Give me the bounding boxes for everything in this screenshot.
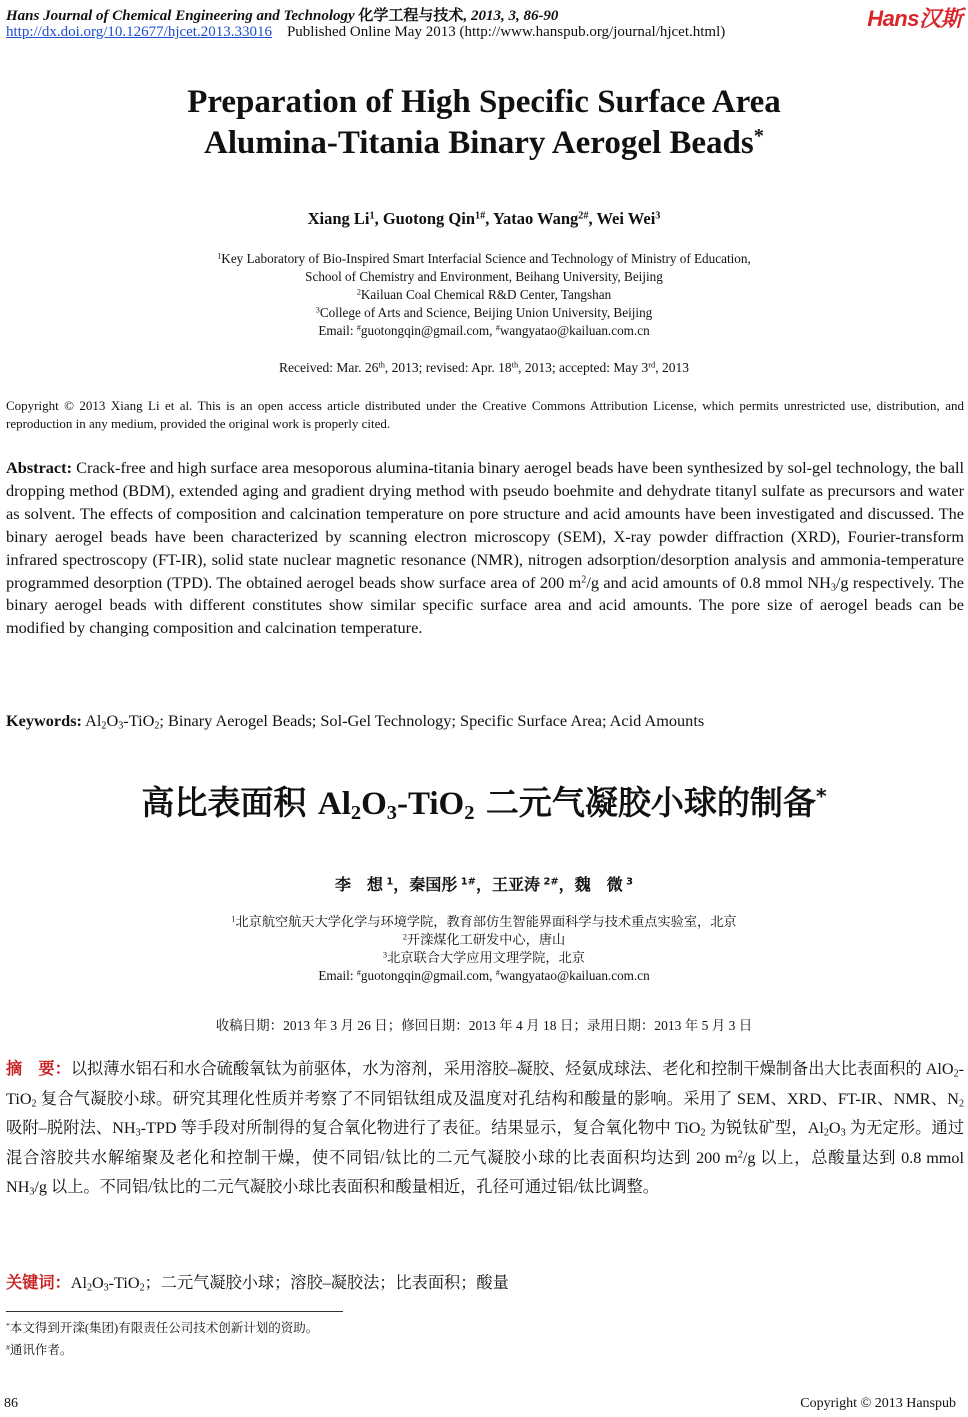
author-affil-mark: 1# [457, 876, 476, 888]
keywords-cn [6, 1269, 964, 1293]
affil-text: 北京联合大学应用文理学院，北京 [387, 950, 585, 965]
doi-line [6, 24, 725, 41]
ordinal: rd [648, 360, 656, 370]
revised-text: , 2013; revised: Apr. 18 [384, 360, 512, 375]
affiliation-cn-2 [0, 931, 968, 949]
keyword-formula: O [106, 711, 119, 730]
subscript: 2 [958, 1098, 964, 1110]
affil-number: 3 [315, 305, 320, 315]
email-address[interactable]: guotongqin@gmail.com [360, 323, 490, 338]
footnote-text: 本文得到开滦(集团)有限责任公司技术创新计划的资助。 [9, 1321, 319, 1335]
affiliations-cn [0, 913, 968, 985]
author-name: 魏 微 [574, 875, 623, 894]
author-separator: , [588, 209, 597, 228]
email-address[interactable]: guotongqin@gmail.com [360, 968, 490, 983]
journal-header [6, 4, 558, 25]
received-dates-cn: 收稿日期：2013 年 3 月 26 日；修回日期：2013 年 4 月 18 日；录用日期：2013 年 5 月 3 日 [215, 1018, 753, 1033]
abstract-cn-text: O [828, 1119, 841, 1138]
affil-number: 2 [356, 287, 361, 297]
subscript: 2 [139, 1282, 145, 1294]
affiliation-cn-3 [0, 949, 968, 967]
abstract-cn [6, 1054, 964, 1203]
keyword-formula: Al [70, 1274, 87, 1292]
email-address[interactable]: wangyatao@kailuan.com.cn [499, 323, 650, 338]
author-name: Wei Wei [596, 209, 656, 228]
subscript: 2 [464, 802, 475, 825]
abstract-cn-text: /g 以上。不同铝/钛比的二元气凝胶小球比表面积和酸量相近，孔径可通过铝/钛比调整。 [34, 1178, 659, 1197]
abstract-text: Crack-free and high surface area mesoporous alumina-titania binary aerogel beads have been synthesized by sol-gel technology, the ball dropping method (BDM), extended aging and gradient drying method with pseudo boehmite and dehydrate titanyl sulfate as precursors and water as solvent. The effects of composition and calcination temperature on pore structure and acid amounts have been investigated and discussed. The binary aerogel beads have been characterized by scanning electron microscopy (SEM), X-ray powder diffraction (XRD), Fourier-transform infrared spectroscopy (FT-IR), solid state nuclear magnetic resonance (NMR), nitrogen adsorption/desorption analysis and ammonia-temperature programmed desorption (TPD). The obtained aerogel beads show surface area of 200 m [6, 458, 964, 592]
corresponding-mark: # [495, 968, 500, 978]
author-affil-mark: 3 [622, 876, 634, 888]
journal-name: Hans Journal of Chemical Engineering and Technology [6, 8, 355, 24]
author-affil-mark: 2# [540, 876, 559, 888]
paper-title-en [0, 82, 968, 164]
subscript: 3 [29, 1186, 35, 1198]
keyword-formula: -TiO [123, 711, 155, 730]
abstract-cn-text: /g 以上，总酸量达到 0.8 mmol NH [6, 1148, 964, 1197]
email-separator: , [489, 323, 496, 338]
author-name: Guotong Qin [382, 209, 475, 228]
affiliation-3 [0, 304, 968, 322]
author-separator: ， [475, 875, 492, 894]
email-line-cn [0, 967, 968, 985]
abstract-cn-text: -TiO [6, 1060, 965, 1108]
abstract-cn-text: 复合气凝胶小球。研究其理化性质并考察了不同铝钛组成及温度对孔结构和酸量的影响。采用了 SEM、XRD、FT-IR、NMR、N [36, 1089, 959, 1108]
author-name: 李 想 [334, 875, 383, 894]
paper-title-cn [0, 778, 968, 829]
author-affil-mark: 3 [655, 210, 661, 222]
subscript: 2 [31, 1098, 37, 1110]
abstract-cn-text: 以拟薄水铝石和水合硫酸氧钛为前驱体，水为溶剂，采用溶胶–凝胶、烃氨成球法、老化和控制干燥制备出大比表面积的 AlO [70, 1060, 954, 1078]
subscript: 3 [840, 1127, 846, 1139]
affiliation-cn-1 [0, 913, 968, 931]
subscript: 3 [135, 1127, 141, 1139]
email-separator: , [489, 968, 496, 983]
keyword-formula: -TiO [108, 1274, 140, 1292]
title-cn-text: 二元气凝胶小球的制备 [474, 783, 816, 822]
author-separator: ， [558, 875, 575, 894]
received-text: Received: Mar. 26 [279, 360, 379, 375]
title-line-1: Preparation of High Specific Surface Area [187, 84, 781, 120]
abstract-text: /g and acid amounts of 0.8 mmol NH [586, 572, 831, 592]
footnote-text: 通讯作者。 [9, 1343, 73, 1357]
keywords-cn-label: 关键词： [6, 1273, 71, 1292]
journal-citation: , 2013, 3, 86-90 [463, 8, 559, 24]
title-cn-text: 高比表面积 [141, 783, 318, 822]
affil-text: 北京航空航天大学化学与环境学院，教育部仿生智能界面科学与技术重点实验室，北京 [235, 914, 737, 929]
affil-number: 2 [402, 932, 407, 942]
abstract-cn-text: 为锐钛矿型，Al [705, 1119, 824, 1138]
footer-copyright: Copyright © 2013 Hanspub [800, 1396, 956, 1411]
received-dates-en [0, 360, 968, 376]
superscript: 2 [737, 1149, 743, 1161]
corresponding-mark: # [495, 323, 500, 333]
abstract-cn-text: 为无定形。通过混合溶胶共水解缩聚及老化和控制干燥，使不同铝/钛比的二元气凝胶小球的比表面积均达到 200 m [6, 1119, 965, 1167]
keywords-list: ; Binary Aerogel Beads; Sol-Gel Technology; Specific Surface Area; Acid Amounts [159, 711, 705, 730]
year-text: , 2013 [655, 360, 689, 375]
authors-cn [0, 872, 968, 895]
corresponding-mark: # [356, 323, 361, 333]
superscript: 2 [581, 573, 587, 585]
affiliation-1 [0, 250, 968, 268]
author-name: Yatao Wang [492, 209, 579, 228]
affil-number: 1 [231, 914, 236, 924]
doi-link[interactable]: http://dx.doi.org/10.12677/hjcet.2013.33016 [6, 24, 272, 40]
keyword-formula: Al [85, 711, 102, 730]
abstract-label: Abstract: [6, 458, 73, 477]
author-affil-mark: 1# [475, 210, 486, 222]
title-cn-formula: Al [317, 786, 351, 822]
subscript: 2 [350, 802, 362, 825]
title-cn-formula: O [361, 786, 387, 822]
abstract-en [6, 457, 964, 640]
affiliation-2 [0, 286, 968, 304]
author-affil-mark: 1 [382, 876, 394, 888]
copyright-note: Copyright © 2013 Xiang Li et al. This is an open access article distributed under the Creative Commons Attribution License, which permits unrestricted use, distribution, and reproduction in any medium, provided the original work is properly cited. [6, 398, 964, 431]
email-address[interactable]: wangyatao@kailuan.com.cn [499, 968, 650, 983]
title-line-2: Alumina-Titania Binary Aerogel Beads [204, 125, 754, 161]
footnote-mark: * [6, 1320, 10, 1330]
subscript: 3 [118, 720, 124, 732]
keyword-formula: O [91, 1274, 104, 1292]
keywords-cn-list: ；二元气凝胶小球；溶胶–凝胶法；比表面积；酸量 [144, 1274, 509, 1292]
publisher-logo: Hans汉斯 [867, 6, 962, 31]
author-affil-mark: 1 [369, 210, 375, 222]
author-separator: ， [393, 875, 410, 894]
ordinal: th [378, 360, 385, 370]
author-name: 王亚涛 [492, 875, 541, 894]
affil-text: Kailuan Coal Chemical R&D Center, Tangshan [360, 287, 612, 302]
abstract-cn-label: 摘 要： [6, 1059, 71, 1078]
subscript: 2 [700, 1127, 706, 1139]
subscript: 2 [86, 1282, 92, 1294]
title-funding-mark: * [753, 124, 764, 147]
accepted-text: , 2013; accepted: May 3 [518, 360, 649, 375]
affil-number: 3 [383, 950, 388, 960]
journal-name-cn: 化学工程与技术 [358, 8, 464, 24]
author-name: Xiang Li [307, 209, 370, 228]
corresponding-mark: # [356, 968, 361, 978]
footnote-corresponding [6, 1340, 72, 1358]
email-label: Email: [318, 323, 357, 338]
subscript: 2 [154, 720, 160, 732]
affil-number: 1 [217, 251, 222, 261]
email-line-en [0, 322, 968, 340]
affil-text: Key Laboratory of Bio-Inspired Smart Interfacial Science and Technology of Ministry of Education, [221, 251, 751, 266]
subscript: 3 [386, 802, 397, 825]
subscript: 2 [953, 1068, 959, 1080]
affiliation-1b: School of Chemistry and Environment, Beihang University, Beijing [305, 269, 663, 284]
footnote-divider [6, 1311, 343, 1312]
affiliations-en [0, 250, 968, 340]
keywords-label: Keywords: [6, 711, 82, 730]
title-cn-formula: -TiO [396, 786, 465, 822]
subscript: 2 [101, 720, 107, 732]
authors-en [0, 209, 968, 229]
affil-text: College of Arts and Science, Beijing Union University, Beijing [319, 305, 653, 320]
keywords-en [6, 710, 964, 733]
footnote-mark: # [6, 1342, 10, 1352]
abstract-cn-text: 吸附–脱附法、NH [6, 1119, 136, 1138]
author-separator: , [485, 209, 493, 228]
author-separator: , [374, 209, 383, 228]
abstract-cn-text: -TPD 等手段对所制得的复合氧化物进行了表征。结果显示，复合氧化物中 TiO [140, 1119, 701, 1138]
ordinal: th [511, 360, 519, 370]
title-funding-mark: * [815, 783, 827, 808]
subscript: 3 [830, 582, 836, 594]
subscript: 3 [103, 1282, 109, 1294]
abstract-text: /g respectively. The binary aerogel beads with different constitutes show similar specific surface area and acid amounts. The pore size of aerogel beads can be modified by changing composition and calcination temperature. [6, 572, 964, 638]
published-online: Published Online May 2013 (http://www.hanspub.org/journal/hjcet.html) [286, 24, 726, 40]
author-affil-mark: 2# [578, 210, 589, 222]
author-name: 秦国彤 [409, 875, 458, 894]
footnote-funding [6, 1318, 318, 1336]
email-label: Email: [318, 968, 357, 983]
subscript: 2 [823, 1127, 829, 1139]
page-number: 86 [4, 1396, 18, 1411]
affil-text: 开滦煤化工研发中心，唐山 [406, 932, 566, 947]
